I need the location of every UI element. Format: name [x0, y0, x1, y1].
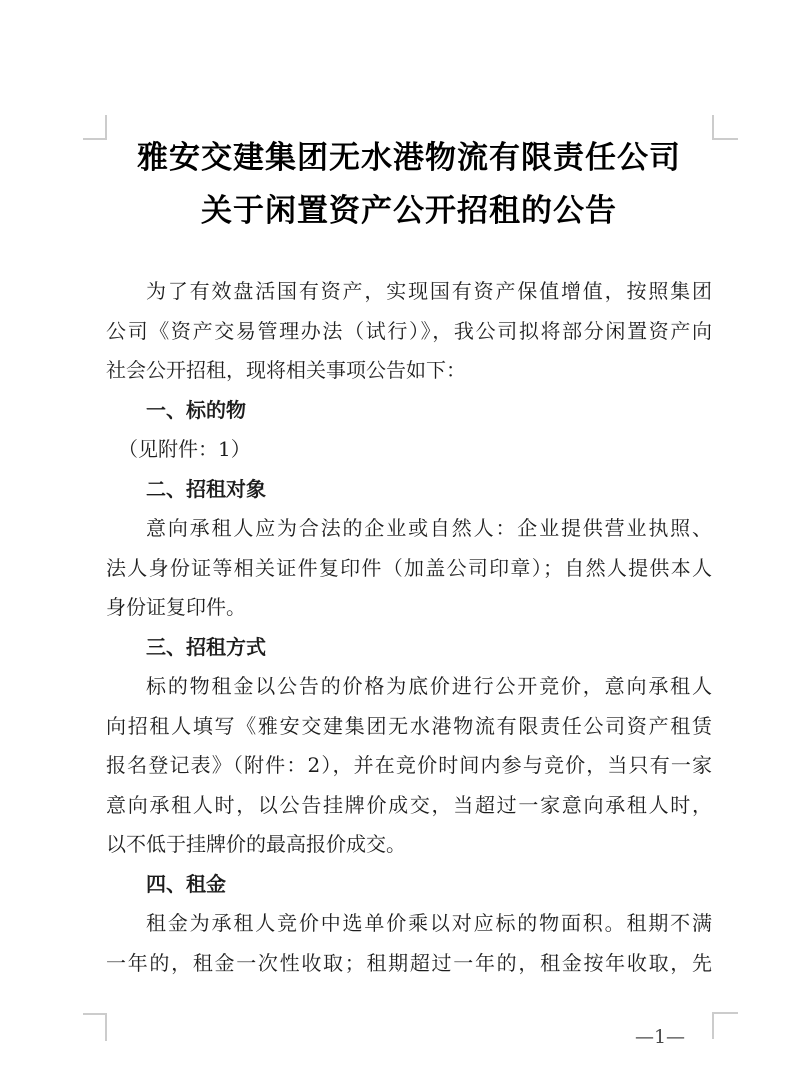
text-line: 一年的，租金一次性收取；租期超过一年的，租金按年收取，先 [106, 950, 712, 975]
crop-mark-top-right-icon [712, 115, 738, 140]
text-line: 意向承租人时，以公告挂牌价成交，当超过一家意向承租人时， [106, 792, 712, 817]
text-line: 报名登记表》（附件：2），并在竞价时间内参与竞价，当只有一家 [106, 753, 712, 777]
text-line: 租金为承租人竞价中选单价乘以对应标的物面积。租期不满 [146, 911, 712, 935]
text-line: 身份证复印件。 [106, 595, 246, 619]
crop-mark-bottom-right-icon [712, 1012, 738, 1039]
text-line: 公司《资产交易管理办法（试行）》，我公司拟将部分闲置资产向 [106, 318, 712, 343]
document-content [106, 140, 712, 983]
text-line: 标的物租金以公告的价格为底价进行公开竞价，意向承租人 [146, 674, 712, 698]
document-title-line-2: 关于闲置资产公开招租的公告 [201, 193, 617, 229]
text-line: 意向承租人应为合法的企业或自然人：企业提供营业执照、 [146, 516, 712, 540]
document-title-line-1: 雅安交建集团无水港物流有限责任公司 [137, 140, 681, 176]
section-heading: 四、租金 [146, 871, 226, 896]
text-line: 为了有效盘活国有资产，实现国有资产保值增值，按照集团 [146, 279, 712, 303]
page-number: —1— [634, 1026, 686, 1048]
document-body [106, 272, 712, 983]
text-line: 以不低于挂牌价的最高报价成交。 [106, 832, 406, 856]
text-line: 社会公开招租，现将相关事项公告如下： [106, 358, 466, 382]
section-heading: 一、标的物 [146, 397, 246, 422]
crop-mark-bottom-left-icon [83, 1013, 107, 1041]
text-line: 法人身份证等相关证件复印件（加盖公司印章）；自然人提供本人 [106, 555, 712, 580]
section-heading: 三、招租方式 [146, 634, 266, 659]
crop-mark-top-left-icon [83, 115, 107, 140]
section-heading: 二、招租对象 [146, 476, 266, 501]
text-line: （见附件：1） [118, 437, 251, 461]
text-line: 向招租人填写《雅安交建集团无水港物流有限责任公司资产租赁 [106, 713, 712, 738]
